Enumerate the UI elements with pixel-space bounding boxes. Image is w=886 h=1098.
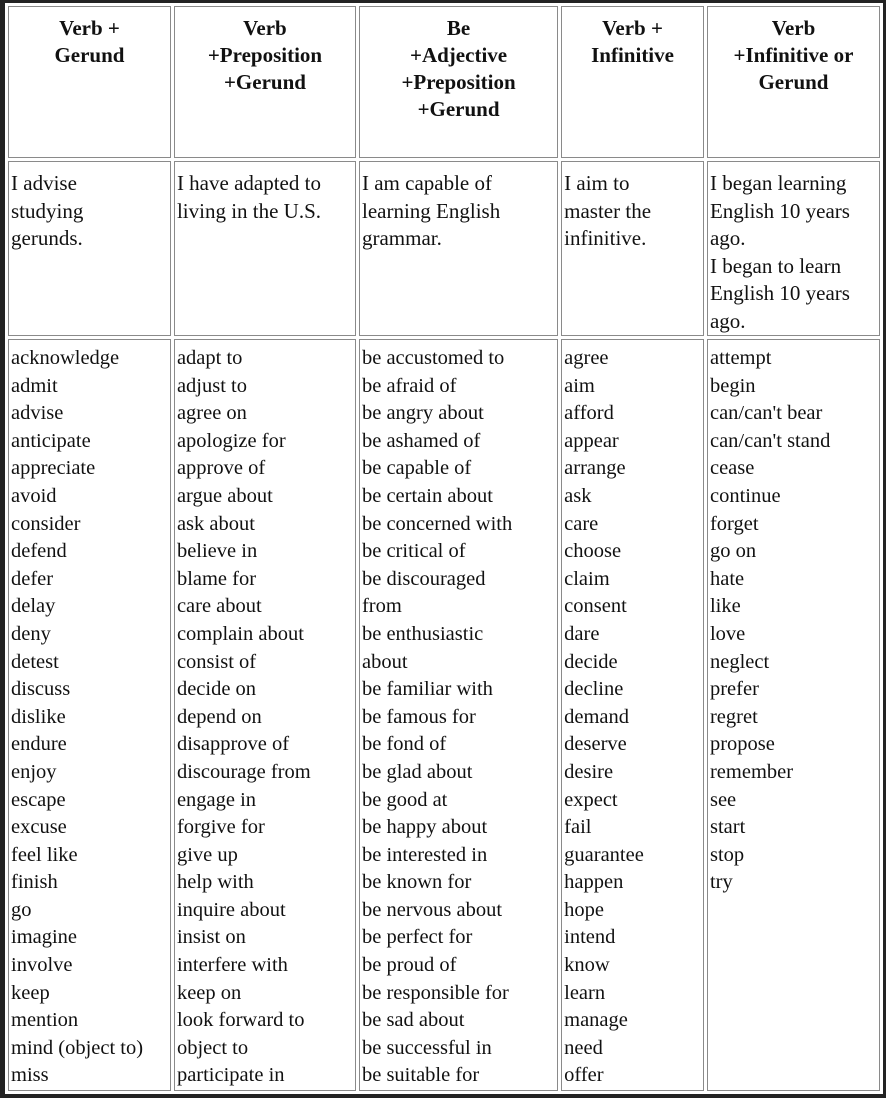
example-verb-preposition-gerund [174,161,356,336]
list-item: can/can't bear [709,402,823,425]
list-item: regret [709,705,758,728]
list-item: be enthusiastic [361,622,484,645]
example-line: infinitive. [564,226,647,250]
header-line: +Infinitive or [733,43,854,67]
header-line: +Preposition [401,70,516,94]
list-item: believe in [176,540,258,563]
list-item: be happy about [361,816,488,839]
list-item: be certain about [361,484,493,507]
example-line: I am capable of [361,171,492,195]
list-item: imagine [11,926,78,949]
list-item: offer [564,1064,604,1087]
header-line: Verb [771,16,816,40]
header-line: Infinitive [591,43,674,67]
header-line: Gerund [758,70,829,94]
example-line: grammar. [361,226,442,250]
list-item: decide on [176,678,257,701]
list-item: inquire about [176,898,286,921]
list-item: love [709,622,746,645]
list-item: about [361,650,408,673]
example-be-adjective-preposition-gerund [359,161,558,336]
list-item: help with [176,871,254,894]
example-line: I advise [11,171,77,195]
list-item: engage in [176,788,257,811]
list-item: escape [11,788,66,811]
list-item: go on [709,540,757,563]
header-verb-infinitive [561,6,704,158]
list-item: intend [564,926,616,949]
example-line: I began learning [709,171,847,195]
list-item: hope [564,898,604,921]
list-item: ask about [176,512,255,535]
list-item: happen [564,871,624,894]
header-line: Be [446,16,471,40]
list-item: aim [564,374,595,397]
word-list-row [8,339,880,1091]
list-item: be concerned with [361,512,513,535]
list-item: finish [11,871,58,894]
list-item: cease [709,457,755,480]
list-item: be suitable for [361,1064,480,1087]
list-item: begin [709,374,756,397]
list-item: need [564,1036,603,1059]
list-item: stop [709,843,745,866]
list-item: defend [11,540,67,563]
list-item: demand [564,705,630,728]
list-item: afford [564,402,614,425]
list-item: depend on [176,705,262,728]
list-item: be discouraged [361,567,486,590]
list-item: be known for [361,871,472,894]
list-item: fail [564,816,592,839]
list-item: be famous for [361,705,476,728]
list-item: deserve [564,733,627,756]
list-item: be capable of [361,457,472,480]
list-item: claim [564,567,610,590]
header-line: +Gerund [417,97,500,121]
header-line: Gerund [54,43,125,67]
header-line: +Gerund [223,70,306,94]
list-item: try [709,871,733,894]
list-item: feel like [11,843,78,866]
list-item: advise [11,402,64,425]
list-item: be successful in [361,1036,492,1059]
list-item: decline [564,678,624,701]
list-verb-gerund [8,339,171,1091]
list-item: agree [564,347,609,369]
example-line: gerunds. [11,226,83,250]
list-item: like [709,595,741,618]
header-verb-preposition-gerund [174,6,356,158]
list-item: endure [11,733,67,756]
list-item: consider [11,512,81,535]
list-item: disapprove of [176,733,290,756]
example-line: I began to learn [709,253,842,278]
list-item: be glad about [361,760,473,783]
list-item: remember [709,760,794,783]
header-line: +Preposition [207,43,323,67]
list-item: ask [564,484,592,507]
list-item: defer [11,567,54,590]
list-item: learn [564,981,606,1004]
list-item: prefer [709,678,759,701]
list-item: guarantee [564,843,644,866]
list-item: acknowledge [11,347,120,369]
list-item: dislike [11,705,66,728]
header-line: +Adjective [410,43,508,67]
list-item: delay [11,595,56,618]
list-item: complain about [176,622,304,645]
example-line: studying [11,198,84,223]
header-line: Verb + [602,16,663,40]
list-item: agree on [176,402,247,425]
list-item: care [564,512,599,535]
list-item: be critical of [361,540,466,563]
list-item: appear [564,429,619,452]
list-item: blame for [176,567,257,590]
list-item: participate in [176,1064,285,1087]
list-item: from [361,595,402,618]
list-item: give up [176,843,238,866]
list-item: be fond of [361,733,447,756]
list-item: hate [709,567,745,590]
list-item: decide [564,650,618,673]
list-item: consist of [176,650,257,673]
list-verb-infinitive [561,339,704,1091]
list-item: enjoy [11,760,57,783]
header-row [8,6,880,158]
list-item: be sad about [361,1009,465,1032]
list-item: mind (object to) [11,1036,144,1059]
list-item: admit [11,374,58,397]
list-item: involve [11,954,73,977]
list-item: consent [564,595,627,618]
list-be-adjective-preposition-gerund [359,339,558,1091]
list-item: excuse [11,816,67,839]
example-line: living in the U.S. [176,198,322,223]
list-item: forget [709,512,759,535]
header-be-adjective-preposition-gerund [359,6,558,158]
example-line: I aim to [564,171,630,195]
list-item: be nervous about [361,898,503,921]
list-item: insist on [176,926,246,949]
list-item: neglect [709,650,770,673]
list-item: miss [11,1064,49,1087]
list-verb-preposition-gerund [174,339,356,1091]
list-item: detest [11,650,59,673]
list-item: be responsible for [361,981,509,1004]
list-item: appreciate [11,457,96,480]
list-item: be proud of [361,954,457,977]
list-item: adjust to [176,374,247,397]
list-item: interfere with [176,954,288,977]
example-row [8,161,880,336]
list-item: anticipate [11,429,91,452]
example-line: learning English [361,198,501,223]
list-item: desire [564,760,614,783]
list-item: dare [564,622,600,645]
list-item: discourage from [176,760,311,783]
example-line: I have adapted to [176,171,321,195]
example-line: master the [564,198,652,223]
list-item: manage [564,1009,628,1032]
list-item: choose [564,540,622,563]
list-item: arrange [564,457,626,480]
list-item: apologize for [176,429,286,452]
gerund-infinitive-table [5,3,883,1094]
list-item: discuss [11,678,71,701]
list-item: attempt [709,347,772,369]
list-item: approve of [176,457,266,480]
list-item: keep [11,981,50,1004]
example-line: English 10 years [709,198,850,223]
header-verb-infinitive-or-gerund [707,6,880,158]
list-item: adapt to [176,347,243,369]
list-item: object to [176,1036,249,1059]
list-item: be perfect for [361,926,473,949]
list-item: can/can't stand [709,429,831,452]
example-line: English 10 years [709,281,850,305]
list-item: be accustomed to [361,347,505,369]
header-line: Verb + [59,16,120,40]
list-item: start [709,816,746,839]
list-item: expect [564,788,618,811]
list-item: know [564,954,610,977]
list-item: deny [11,622,51,645]
example-verb-infinitive-or-gerund [707,161,880,336]
list-item: avoid [11,484,57,507]
example-line: ago. [709,308,746,333]
list-item: be good at [361,788,448,811]
header-verb-gerund [8,6,171,158]
list-item: continue [709,484,781,507]
example-line: ago. [709,226,746,250]
list-item: go [11,898,32,921]
list-item: mention [11,1009,79,1032]
list-item: keep on [176,981,242,1004]
list-verb-infinitive-or-gerund [707,339,880,1091]
list-item: be afraid of [361,374,457,397]
list-item: forgive for [176,816,265,839]
example-verb-infinitive [561,161,704,336]
list-item: be interested in [361,843,488,866]
example-verb-gerund [8,161,171,336]
list-item: look forward to [176,1009,305,1032]
list-item: argue about [176,484,273,507]
list-item: be ashamed of [361,429,481,452]
list-item: propose [709,733,775,756]
list-item: care about [176,595,262,618]
header-line: Verb [243,16,287,40]
list-item: be familiar with [361,678,493,701]
list-item: be angry about [361,402,484,425]
list-item: see [709,788,737,811]
